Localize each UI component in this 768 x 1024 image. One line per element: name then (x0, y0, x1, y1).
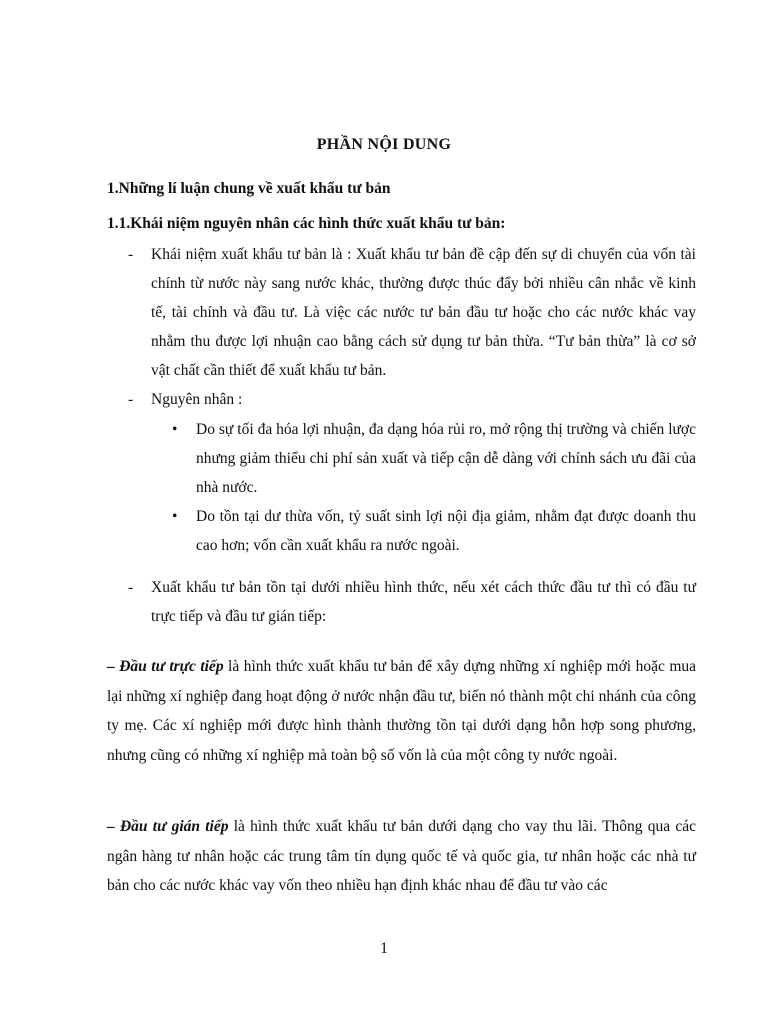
term-direct-investment: – Đầu tư trực tiếp (107, 658, 224, 675)
bullet-marker: • (172, 421, 178, 438)
page-number: 1 (380, 940, 388, 957)
paragraph-indirect-investment (107, 812, 696, 901)
paragraph-text: là hình thức xuất khẩu tư bản dưới dạng cho vay thu lãi. Thông qua các ngân hàng tư nhân hoặc các trung tâm tín dụng quốc tế và quốc gia, tư nhân hoặc các nhà tư bản cho các nước khác vay vốn theo nhiều hạn định khác nhau để đầu tư vào các (107, 818, 697, 894)
list-item-definition (128, 240, 696, 385)
list-item-text: Khái niệm xuất khẩu tư bản là : Xuất khẩu tư bản đề cập đến sự di chuyển của vốn tài chính từ nước này sang nước khác, thường được thúc đẩy bởi nhiều cân nhắc về kinh tế, tài chính và đầu tư. Là việc các nước tư bản đầu tư hoặc cho các nước khác vay nhằm thu được lợi nhuận cao bằng cách sử dụng tư bản thừa. “Tư bản thừa” là cơ sở vật chất cần thiết để xuất khẩu tư bản. (151, 246, 696, 379)
term-indirect-investment: – Đầu tư gián tiếp (107, 818, 229, 835)
dash-marker: - (128, 391, 134, 408)
list-item-text: Nguyên nhân : (151, 391, 243, 408)
dash-marker: - (128, 579, 134, 596)
paragraph-text: là hình thức xuất khẩu tư bản để xây dựng những xí nghiệp mới hoặc mua lại những xí nghiệp đang hoạt động ở nước nhận đầu tư, biến nó thành một chi nhánh của công ty mẹ. Các xí nghiệp mới được hình thành thường tồn tại dưới dạng hỗn hợp song phương, nhưng cũng có những xí nghiệp mà toàn bộ số vốn là của một công ty nước ngoài. (107, 658, 697, 764)
list-item-text: Xuất khẩu tư bản tồn tại dưới nhiều hình thức, nếu xét cách thức đầu tư thì có đầu tư trực tiếp và đầu tư gián tiếp: (151, 579, 696, 625)
page-title: PHẦN NỘI DUNG (316, 136, 452, 153)
bullet-item-text: Do tồn tại dư thừa vốn, tỷ suất sinh lợi nội địa giảm, nhằm đạt được doanh thu cao hơn; vốn cần xuất khẩu ra nước ngoài. (196, 508, 696, 554)
list-item-forms (128, 573, 696, 631)
list-item-causes (128, 385, 696, 414)
dash-marker: - (128, 246, 134, 263)
bullet-item (172, 415, 696, 502)
paragraph-direct-investment (107, 652, 696, 770)
bullet-item (172, 502, 696, 560)
bullet-marker: • (172, 508, 178, 525)
section-heading: 1.Những lí luận chung về xuất khẩu tư bản (107, 180, 391, 197)
subsection-heading: 1.1.Khái niệm nguyên nhân các hình thức xuất khẩu tư bản: (107, 215, 506, 232)
bullet-item-text: Do sự tối đa hóa lợi nhuận, đa dạng hóa rủi ro, mở rộng thị trường và chiến lược nhưng giảm thiểu chi phí sản xuất và tiếp cận dễ dàng với chính sách ưu đãi của nhà nước. (196, 421, 696, 496)
